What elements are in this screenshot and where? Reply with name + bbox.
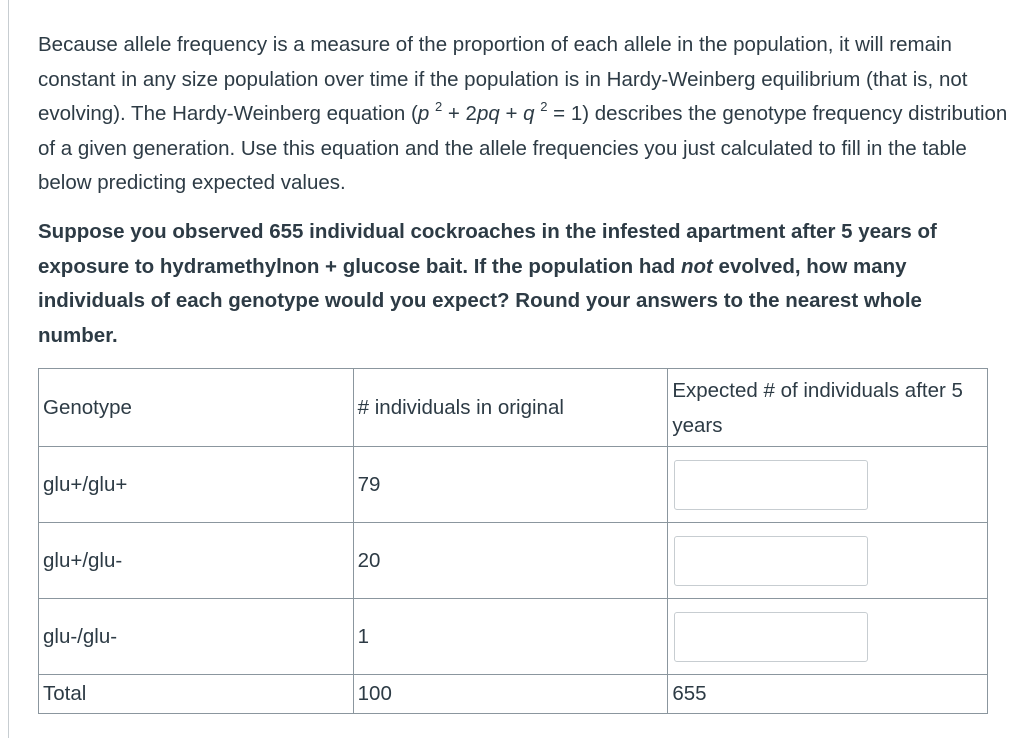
original-count-cell: 1 (353, 599, 668, 675)
expected-cell (668, 599, 988, 675)
table-header-row (39, 369, 988, 447)
total-expected-cell: 655 (668, 675, 988, 714)
header-original: # individuals in original (353, 369, 668, 447)
intro-paragraph: Because allele frequency is a measure of the proportion of each allele in the population, it will remain constant in any size population over time if the population is in Hardy-Weinberg equilibrium (that is, not evolving). The Hardy-Weinberg equation (p $^2$ + 2pq + q $^2$ = 1) describes the genotype frequency distribution of a given generation. Use this equation and the allele frequencies you just calculated to fill in the table below predicting expected values. (38, 33, 1008, 194)
genotype-cell: glu-/glu- (39, 599, 354, 675)
expected-cell (668, 523, 988, 599)
table-row (39, 523, 988, 599)
table-row (39, 599, 988, 675)
total-label-cell: Total (39, 675, 354, 714)
expected-input-glu-plus-glu-plus[interactable] (674, 460, 868, 510)
expected-input-glu-minus-glu-minus[interactable] (674, 612, 868, 662)
original-count-cell: 20 (353, 523, 668, 599)
question-paragraph: Suppose you observed 655 individual cockroaches in the infested apartment after 5 years of exposure to hydramethylnon + glucose bait. If the population had not evolved, how many individuals of each genotype would you expect? Round your answers to the nearest whole number. (38, 220, 937, 347)
header-expected: Expected # of individuals after 5 years (668, 369, 988, 447)
table-row (39, 447, 988, 523)
table-total-row (39, 675, 988, 714)
genotype-cell: glu+/glu- (39, 523, 354, 599)
expected-cell (668, 447, 988, 523)
left-border (8, 0, 9, 738)
genotype-table (38, 368, 988, 714)
header-genotype: Genotype (39, 369, 354, 447)
genotype-cell: glu+/glu+ (39, 447, 354, 523)
expected-input-glu-plus-glu-minus[interactable] (674, 536, 868, 586)
total-original-cell: 100 (353, 675, 668, 714)
original-count-cell: 79 (353, 447, 668, 523)
